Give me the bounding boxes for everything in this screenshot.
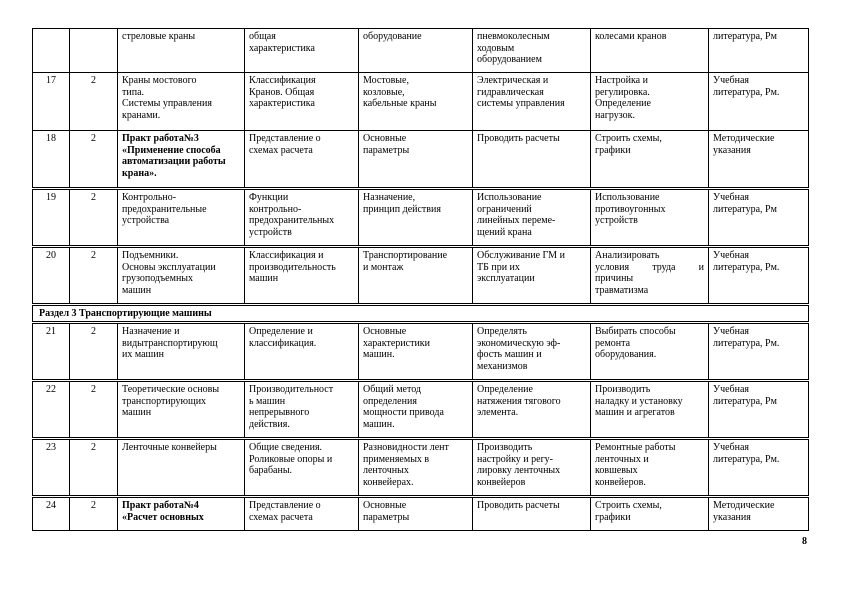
practice-cell-line: графики [595, 144, 631, 156]
table-row [33, 73, 809, 131]
skills-cell [473, 381, 591, 439]
topic-cell [118, 73, 245, 131]
topic-cell-line: машин [122, 407, 152, 419]
skills-cell [473, 497, 591, 531]
knowledge-cell [359, 497, 473, 531]
lesson-number-cell: 22 [33, 381, 70, 439]
content-cell-line: характеристика [249, 98, 315, 110]
knowledge-cell-line: Мостовые, [363, 75, 409, 86]
practice-cell-line: машин и агрегатов [595, 407, 675, 419]
content-cell-line: Классификация [249, 75, 316, 86]
content-cell [245, 497, 359, 531]
knowledge-cell [359, 247, 473, 305]
literature-cell [709, 189, 809, 247]
knowledge-cell-line: ленточных [363, 465, 409, 477]
practice-cell-line: регулировка. [595, 86, 650, 98]
practice-cell-line: ремонта [595, 337, 631, 349]
skills-cell [473, 29, 591, 73]
topic-cell-line: «Расчет основных [122, 511, 204, 523]
literature-cell-line: указания [713, 144, 751, 156]
knowledge-cell-line: Транспортирование [363, 250, 448, 261]
content-cell-line: Производительност [249, 384, 334, 395]
content-cell [245, 73, 359, 131]
topic-cell-line: стреловые краны [122, 31, 196, 42]
skills-cell-line: Обслуживание ГМ и [477, 250, 565, 261]
topic-cell [118, 131, 245, 189]
knowledge-cell-line: Общий метод [363, 384, 422, 395]
content-cell-line: Определение и [249, 326, 313, 337]
literature-cell-line: Учебная [713, 326, 750, 337]
topic-cell [118, 497, 245, 531]
topic-cell-line: устройства [122, 215, 170, 227]
topic-cell [118, 381, 245, 439]
knowledge-cell-line: и монтаж [363, 261, 404, 273]
skills-cell-line: Проводить расчеты [477, 133, 560, 144]
literature-cell-line: литература, Рм [713, 203, 777, 215]
knowledge-cell-line: принцип действия [363, 203, 441, 215]
practice-cell [591, 247, 709, 305]
topic-cell [118, 247, 245, 305]
literature-cell-line: Учебная [713, 384, 750, 395]
skills-cell-line: Проводить расчеты [477, 500, 560, 511]
literature-cell-line: Учебная [713, 192, 750, 203]
page-number: 8 [802, 536, 807, 547]
practice-cell-line: колесами кранов [595, 31, 667, 42]
knowledge-cell-line: мощности привода [363, 407, 444, 419]
topic-cell-line: видытранспортирующ [122, 337, 218, 349]
knowledge-cell [359, 73, 473, 131]
table-row [33, 189, 809, 247]
literature-cell-line: Учебная [713, 75, 750, 86]
practice-cell-line: Определение [595, 98, 651, 110]
content-cell-line: характеристика [249, 42, 315, 54]
skills-cell-line: Определение [477, 384, 533, 395]
practice-cell [591, 497, 709, 531]
skills-cell-line: лировку ленточных [477, 465, 561, 477]
content-cell [245, 323, 359, 381]
practice-cell-line: противоугонных [595, 203, 666, 215]
topic-cell-line: грузоподъемных [122, 273, 194, 285]
table-row [33, 247, 809, 305]
section-title: Раздел 3 Транспортирующие машины [33, 305, 809, 323]
content-cell-line: предохранительных [249, 215, 335, 227]
knowledge-cell-line: машин. [363, 349, 395, 361]
content-cell-line: Представление о [249, 500, 321, 511]
literature-cell-line: Учебная [713, 250, 750, 261]
topic-cell-line: Практ работа№3 [122, 133, 199, 144]
knowledge-cell-line: кабельные краны [363, 98, 437, 110]
content-cell-line: схемах расчета [249, 144, 313, 156]
lesson-number-cell: 19 [33, 189, 70, 247]
practice-cell [591, 29, 709, 73]
skills-cell-line: эксплуатации [477, 273, 535, 285]
skills-cell-line: Использование [477, 192, 542, 203]
practice-cell-line: причины [595, 273, 634, 285]
practice-cell-line: Строить схемы, [595, 500, 662, 511]
skills-cell [473, 189, 591, 247]
practice-cell [591, 73, 709, 131]
practice-cell [591, 323, 709, 381]
topic-cell-line: кранами. [122, 109, 161, 121]
content-cell-line: классификация. [249, 337, 317, 349]
lesson-number-cell: 23 [33, 439, 70, 497]
literature-cell [709, 131, 809, 189]
content-cell-line: Функции [249, 192, 289, 203]
skills-cell-line: Определять [477, 326, 527, 337]
knowledge-cell-line: определения [363, 395, 417, 407]
skills-cell-line: ТБ при их [477, 261, 520, 273]
literature-cell-line: Методические [713, 500, 775, 511]
content-cell-line: барабаны. [249, 465, 293, 477]
content-cell [245, 189, 359, 247]
content-cell-line: Роликовые опоры и [249, 453, 333, 465]
topic-cell-line: автоматизации работы [122, 156, 226, 168]
lesson-number-cell: 21 [33, 323, 70, 381]
skills-cell-line: Производить [477, 442, 533, 453]
hours-cell: 2 [70, 131, 118, 189]
topic-cell-line: Подъемники. [122, 250, 179, 261]
literature-cell [709, 381, 809, 439]
practice-cell-line: Строить схемы, [595, 133, 662, 144]
topic-cell-line: машин [122, 284, 152, 296]
knowledge-cell [359, 189, 473, 247]
practice-cell-line: графики [595, 511, 631, 523]
skills-cell-line: элемента. [477, 407, 519, 419]
practice-cell-line: устройств [595, 215, 638, 227]
skills-cell-line: механизмов [477, 360, 528, 372]
content-cell-line: устройств [249, 226, 292, 238]
literature-cell-line: литература, Рм. [713, 261, 780, 273]
knowledge-cell [359, 323, 473, 381]
skills-cell-line: фость машин и [477, 349, 542, 361]
literature-cell-line: литература, Рм. [713, 453, 780, 465]
skills-cell-line: оборудованием [477, 54, 542, 66]
knowledge-cell-line: Основные [363, 133, 407, 144]
knowledge-cell-line: Разновидности лент [363, 442, 449, 453]
topic-cell-line: Назначение и [122, 326, 180, 337]
literature-cell-line: литература, Рм [713, 395, 777, 407]
content-cell-line: Классификация и [249, 250, 324, 261]
skills-cell-line: ходовым [477, 42, 515, 54]
literature-cell-line: Методические [713, 133, 775, 144]
skills-cell-line: Электрическая и [477, 75, 549, 86]
topic-cell-line: их машин [122, 349, 164, 361]
skills-cell [473, 73, 591, 131]
practice-cell [591, 439, 709, 497]
skills-cell-line: экономическую эф- [477, 337, 561, 349]
knowledge-cell [359, 131, 473, 189]
practice-cell-line: ковшевых [595, 465, 638, 477]
knowledge-cell-line: Основные [363, 500, 407, 511]
knowledge-cell-line: оборудование [363, 31, 422, 42]
topic-cell-line: Краны мостового [122, 75, 197, 86]
topic-cell-line: Системы управления [122, 98, 212, 110]
literature-cell-line: Учебная [713, 442, 750, 453]
content-cell-line: машин [249, 273, 279, 285]
practice-cell [591, 189, 709, 247]
content-cell-line: схемах расчета [249, 511, 313, 523]
content-cell-line: производительность [249, 261, 336, 273]
table-row [33, 323, 809, 381]
skills-cell-line: щений крана [477, 226, 532, 238]
practice-cell-line: условия труда и [595, 261, 704, 273]
topic-cell [118, 189, 245, 247]
hours-cell: 2 [70, 439, 118, 497]
knowledge-cell-line: козловые, [363, 86, 405, 98]
content-cell-line: Кранов. Общая [249, 86, 315, 98]
topic-cell-line: Контрольно- [122, 192, 177, 203]
topic-cell [118, 323, 245, 381]
curriculum-table [32, 28, 809, 531]
literature-cell-line: указания [713, 511, 751, 523]
literature-cell-line: литература, Рм. [713, 86, 780, 98]
content-cell-line: непрерывного [249, 407, 310, 419]
literature-cell [709, 73, 809, 131]
practice-cell-line: Производить [595, 384, 651, 395]
content-cell-line: ь машин [249, 395, 286, 407]
literature-cell-line: литература, Рм. [713, 337, 780, 349]
literature-cell [709, 323, 809, 381]
topic-cell-line: «Применение способа [122, 144, 221, 156]
skills-cell-line: системы управления [477, 98, 565, 110]
content-cell-line: действия. [249, 418, 290, 430]
content-cell [245, 439, 359, 497]
content-cell-line: контрольно- [249, 203, 302, 215]
knowledge-cell-line: конвейерах. [363, 476, 414, 488]
topic-cell-line: крана». [122, 167, 157, 179]
content-cell [245, 131, 359, 189]
skills-cell [473, 439, 591, 497]
hours-cell: 2 [70, 73, 118, 131]
practice-cell [591, 381, 709, 439]
table-row [33, 131, 809, 189]
skills-cell-line: линейных переме- [477, 215, 556, 227]
knowledge-cell-line: Назначение, [363, 192, 416, 203]
skills-cell-line: настройку и регу- [477, 453, 554, 465]
topic-cell-line: Практ работа№4 [122, 500, 199, 511]
table-row [33, 497, 809, 531]
skills-cell-line: натяжения тягового [477, 395, 561, 407]
practice-cell-line: ленточных и [595, 453, 649, 465]
skills-cell [473, 247, 591, 305]
literature-cell [709, 29, 809, 73]
table-row [33, 381, 809, 439]
topic-cell-line: Ленточные конвейеры [122, 442, 217, 453]
knowledge-cell [359, 29, 473, 73]
practice-cell-line: Настройка и [595, 75, 648, 86]
skills-cell-line: конвейеров [477, 476, 526, 488]
practice-cell-line: травматизма [595, 284, 649, 296]
hours-cell: 2 [70, 189, 118, 247]
practice-cell-line: конвейеров. [595, 476, 646, 488]
content-cell-line: Общие сведения. [249, 442, 323, 453]
practice-cell-line: наладку и установку [595, 395, 683, 407]
knowledge-cell-line: применяемых в [363, 453, 430, 465]
lesson-number-cell: 24 [33, 497, 70, 531]
lesson-number-cell [33, 29, 70, 73]
topic-cell [118, 439, 245, 497]
literature-cell [709, 497, 809, 531]
section-row [33, 305, 809, 323]
literature-cell [709, 439, 809, 497]
literature-cell [709, 247, 809, 305]
skills-cell [473, 323, 591, 381]
topic-cell-line: типа. [122, 86, 145, 98]
topic-cell-line: предохранительные [122, 203, 207, 215]
practice-cell-line: Выбирать способы [595, 326, 676, 337]
hours-cell [70, 29, 118, 73]
skills-cell [473, 131, 591, 189]
practice-cell [591, 131, 709, 189]
hours-cell: 2 [70, 323, 118, 381]
topic-cell-line: Теоретические основы [122, 384, 220, 395]
practice-cell-line: Ремонтные работы [595, 442, 676, 453]
practice-cell-line: оборудования. [595, 349, 657, 361]
knowledge-cell [359, 439, 473, 497]
knowledge-cell-line: параметры [363, 511, 410, 523]
content-cell [245, 29, 359, 73]
content-cell [245, 247, 359, 305]
literature-cell-line: литература, Рм [713, 31, 777, 42]
hours-cell: 2 [70, 247, 118, 305]
hours-cell: 2 [70, 497, 118, 531]
content-cell-line: общая [249, 31, 276, 42]
skills-cell-line: гидравлическая [477, 86, 544, 98]
content-cell-line: Представление о [249, 133, 321, 144]
table-row [33, 29, 809, 73]
practice-cell-line: Анализировать [595, 250, 660, 261]
skills-cell-line: ограничений [477, 203, 532, 215]
knowledge-cell-line: характеристики [363, 337, 431, 349]
content-cell [245, 381, 359, 439]
skills-cell-line: пневмоколесным [477, 31, 550, 42]
lesson-number-cell: 17 [33, 73, 70, 131]
hours-cell: 2 [70, 381, 118, 439]
topic-cell-line: Основы эксплуатации [122, 261, 216, 273]
topic-cell [118, 29, 245, 73]
lesson-number-cell: 20 [33, 247, 70, 305]
knowledge-cell-line: параметры [363, 144, 410, 156]
knowledge-cell [359, 381, 473, 439]
knowledge-cell-line: Основные [363, 326, 407, 337]
practice-cell-line: нагрузок. [595, 109, 636, 121]
table-row [33, 439, 809, 497]
lesson-number-cell: 18 [33, 131, 70, 189]
practice-cell-line: Использование [595, 192, 660, 203]
topic-cell-line: транспортирующих [122, 395, 207, 407]
knowledge-cell-line: машин. [363, 418, 395, 430]
